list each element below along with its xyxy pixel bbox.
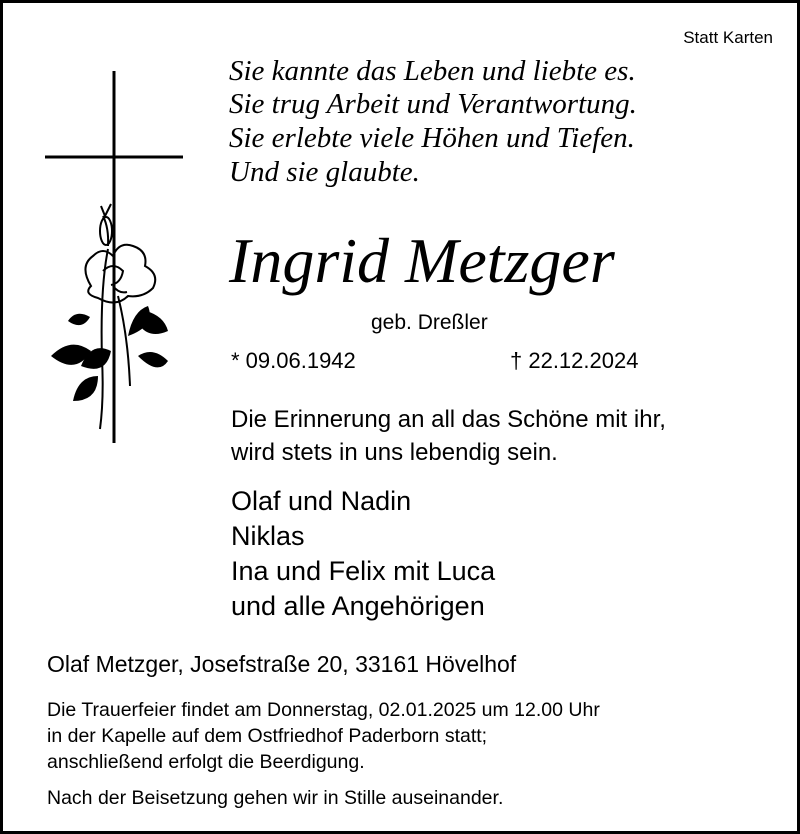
statt-karten-note: Statt Karten bbox=[683, 28, 773, 47]
quote-line: wird stets in uns lebendig sein. bbox=[231, 439, 558, 466]
contact-address: Olaf Metzger, Josefstraße 20, 33161 Hövelhof bbox=[47, 651, 517, 677]
poem-line: Und sie glaubte. bbox=[229, 156, 420, 188]
mourner-line: und alle Angehörigen bbox=[231, 591, 485, 621]
mourner-line: Olaf und Nadin bbox=[231, 486, 412, 516]
mourner-line: Ina und Felix mit Luca bbox=[231, 556, 496, 586]
poem-line: Sie kannte das Leben und liebte es. bbox=[229, 55, 636, 87]
info-line: Die Trauerfeier findet am Donnerstag, 02.01.2025 um 12.00 Uhr bbox=[47, 699, 600, 721]
birth-date: * 09.06.1942 bbox=[231, 348, 356, 373]
quote-line: Die Erinnerung an all das Schöne mit ihr, bbox=[231, 406, 666, 433]
info-line: Nach der Beisetzung gehen wir in Stille auseinander. bbox=[47, 787, 504, 809]
poem-line: Sie trug Arbeit und Verantwortung. bbox=[229, 88, 637, 120]
cross-rose-icon bbox=[43, 71, 188, 446]
mourner-line: Niklas bbox=[231, 521, 305, 551]
info-line: anschließend erfolgt die Beerdigung. bbox=[47, 751, 365, 773]
death-date: † 22.12.2024 bbox=[510, 348, 639, 373]
poem-line: Sie erlebte viele Höhen und Tiefen. bbox=[229, 122, 635, 154]
maiden-name: geb. Dreßler bbox=[371, 311, 488, 334]
info-line: in der Kapelle auf dem Ostfriedhof Paderborn statt; bbox=[47, 725, 488, 747]
deceased-name: Ingrid Metzger bbox=[229, 225, 615, 296]
